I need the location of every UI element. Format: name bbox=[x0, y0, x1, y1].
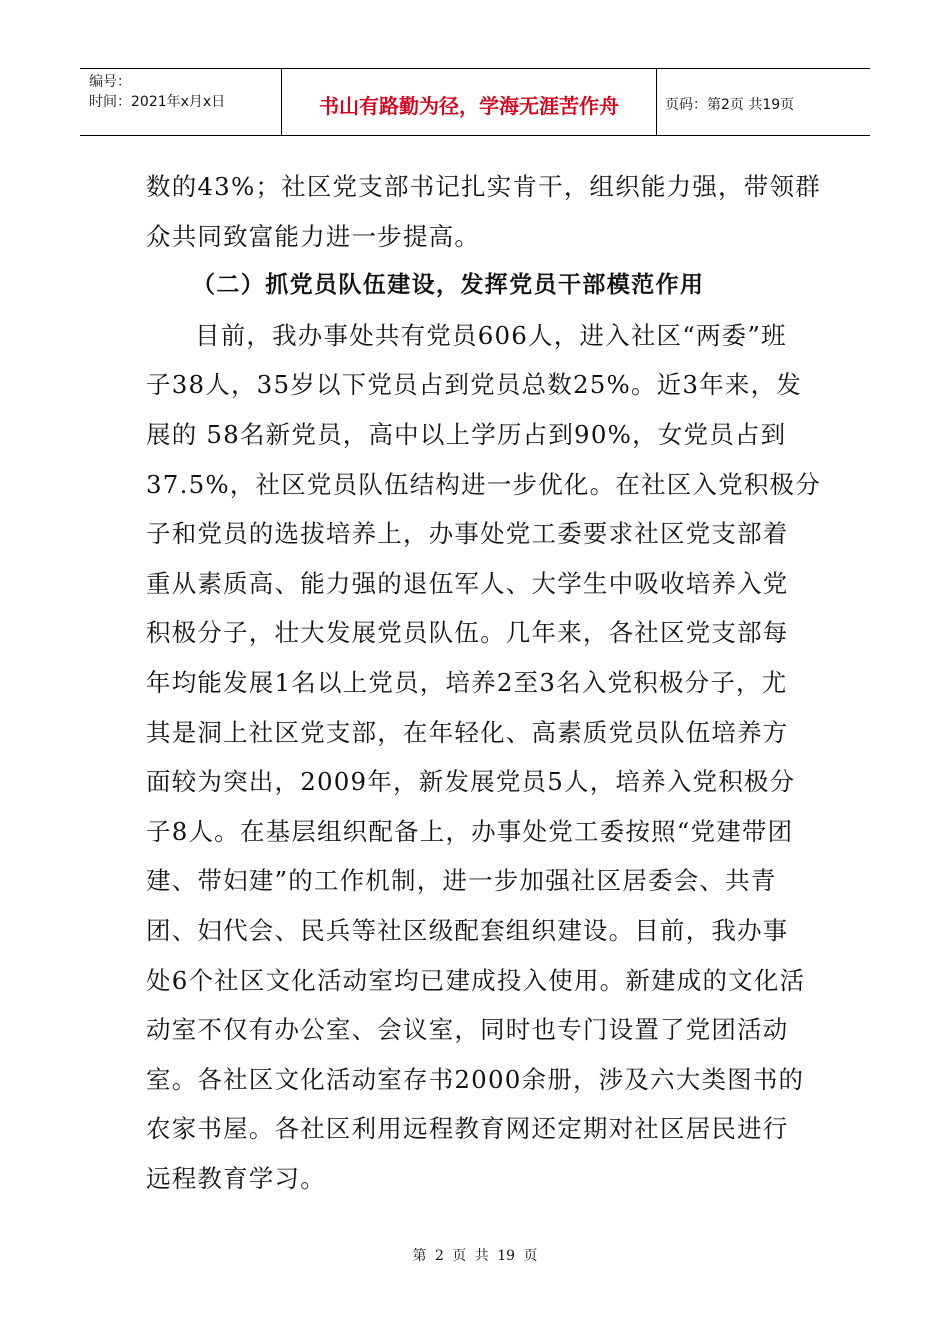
header-page-info: 页码：第2页 共19页 bbox=[665, 97, 795, 113]
body-line: 面较为突出，2009年，新发展党员5人，培养入党积极分 bbox=[146, 767, 796, 797]
page-header bbox=[80, 68, 870, 136]
header-motto: 书山有路勤为径，学海无涯苦作舟 bbox=[282, 69, 657, 135]
body-line: 室。各社区文化活动室存书2000余册，涉及六大类图书的 bbox=[146, 1064, 805, 1094]
body-line: 重从素质高、能力强的退伍军人、大学生中吸收培养入党 bbox=[146, 568, 789, 598]
body-line: 年均能发展1名以上党员，培养2至3名入党积极分子，尤 bbox=[146, 667, 788, 697]
body-line: 其是洞上社区党支部，在年轻化、高素质党员队伍培养方 bbox=[146, 717, 789, 747]
body-line: 数的43%；社区党支部书记扎实肯干，组织能力强，带领群 bbox=[146, 172, 821, 201]
body-line: 子8人。在基层组织配备上，办事处党工委按照“党建带团 bbox=[146, 816, 794, 846]
body-line: 子和党员的选拔培养上，办事处党工委要求社区党支部着 bbox=[146, 519, 789, 549]
section-heading: （二）抓党员队伍建设，发挥党员干部模范作用 bbox=[192, 272, 705, 299]
paragraph-first-line: 目前，我办事处共有党员606人，进入社区“两委”班 bbox=[195, 320, 787, 350]
body-line: 远程教育学习。 bbox=[146, 1163, 326, 1193]
body-line: 农家书屋。各社区利用远程教育网还定期对社区居民进行 bbox=[146, 1114, 789, 1144]
body-line: 动室不仅有办公室、会议室，同时也专门设置了党团活动 bbox=[146, 1015, 789, 1045]
document-body bbox=[146, 162, 821, 1203]
body-line: 子38人，35岁以下党员占到党员总数25%。近3年来，发 bbox=[146, 370, 802, 400]
serial-number-label: 编号： bbox=[89, 74, 131, 90]
body-line: 37.5%，社区党员队伍结构进一步优化。在社区入党积极分 bbox=[146, 469, 821, 499]
page-footer: 第 2 页 共 19 页 bbox=[412, 1248, 538, 1264]
body-line: 众共同致富能力进一步提高。 bbox=[146, 221, 481, 251]
body-line: 建、带妇建”的工作机制，进一步加强社区居委会、共青 bbox=[146, 866, 777, 896]
date-label: 时间：2021年x月x日 bbox=[89, 94, 226, 110]
body-line: 积极分子，壮大发展党员队伍。几年来，各社区党支部每 bbox=[146, 618, 789, 648]
body-line: 处6个社区文化活动室均已建成投入使用。新建成的文化活 bbox=[146, 965, 806, 995]
body-line: 展的 58名新党员，高中以上学历占到90%，女党员占到 bbox=[146, 419, 787, 449]
header-meta bbox=[80, 69, 282, 135]
body-line: 团、妇代会、民兵等社区级配套组织建设。目前，我办事 bbox=[146, 915, 789, 945]
